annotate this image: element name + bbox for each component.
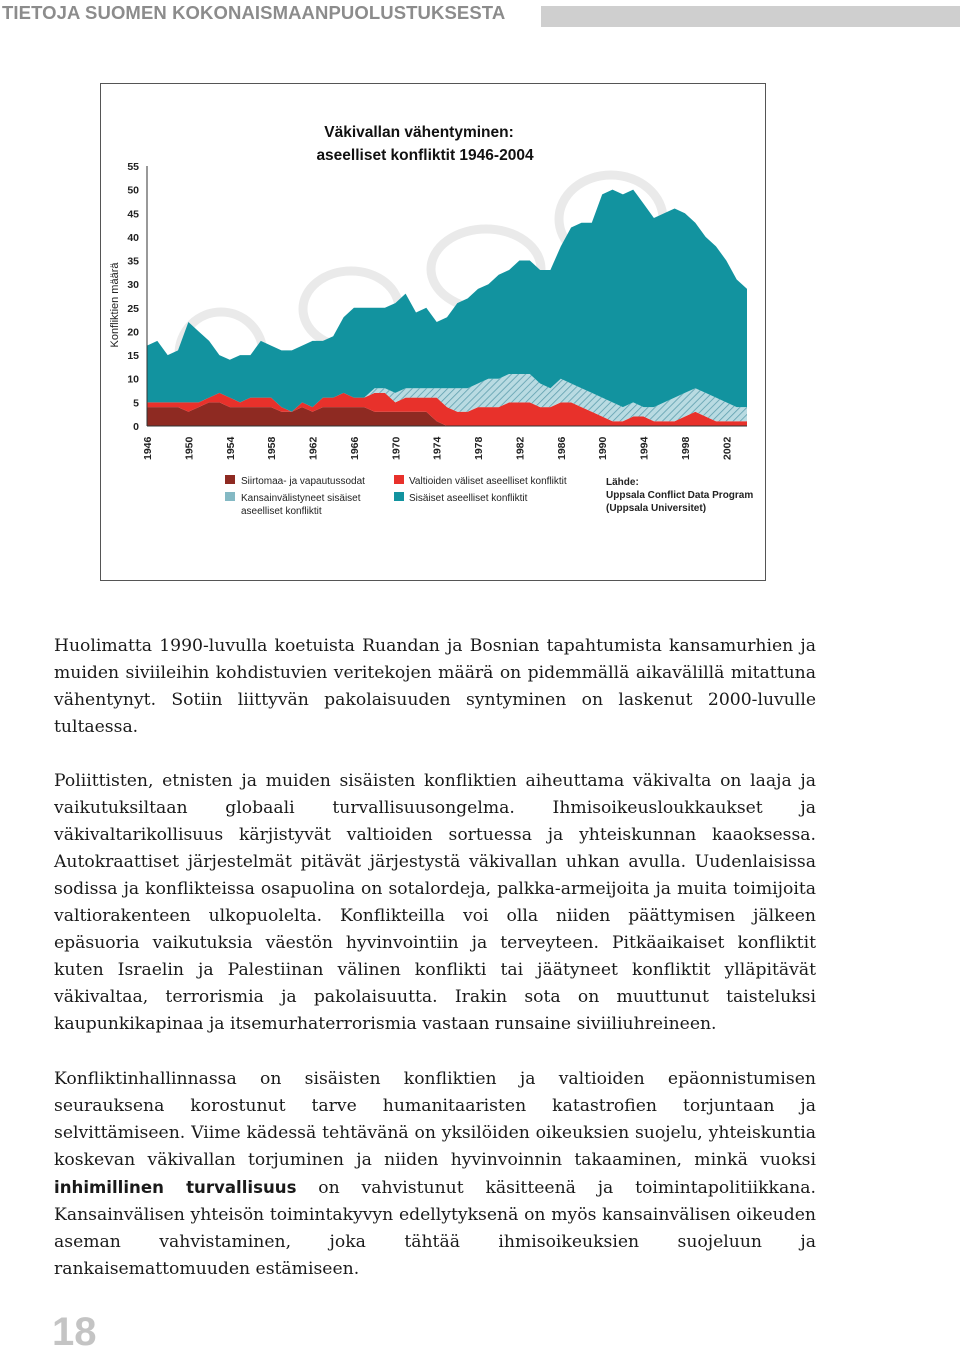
emphasis-human-security: inhimillinen turvallisuus [54,1178,297,1198]
y-tick-label: 55 [127,161,139,173]
x-tick-label: 1950 [183,436,196,460]
y-tick-label: 40 [127,231,139,244]
chart-title-line2: aseelliset konfliktit 1946-2004 [316,147,534,164]
source-label: Lähde: [606,477,639,488]
chart-frame [100,83,766,581]
y-tick-label: 25 [127,302,139,315]
paragraph-3-part-1: Konfliktinhallinnassa on sisäisten konfliktien ja valtioiden epäonnistumisen seurauksena korostunut tarve humanitaaristen katastrofien torjuntaan ja selvittämiseen. Viime kädessä tehtävänä on yksilöiden oikeuksien suojelu, yhteiskuntia koskevan väkivallan torjuminen ja niiden hyvinvoinnin takaaminen, minkä vuoksi [54,1069,816,1171]
y-tick-label: 45 [127,208,139,221]
paragraph-1: Huolimatta 1990-luvulla koetuista Ruandan ja Bosnian tapahtumista kansamurhien ja muiden siviileihin kohdistuvien veritekojen määrä on pidemmällä aikavälillä mitattuna vähentynyt. Sotiin liittyvän pakolaisuuden syntyminen on laskenut 2000-luvulle tultaessa. [54,636,816,738]
paragraph-3 [54,1066,816,1283]
chart-title-line1: Väkivallan vähentyminen: [324,124,514,141]
y-tick-label: 35 [127,255,139,268]
x-tick-label: 1970 [390,436,403,460]
running-header: TIETOJA SUOMEN KOKONAISMAANPUOLUSTUKSESTA [2,2,506,23]
x-tick-label: 1946 [142,436,154,460]
y-axis-label: Konfliktien määrä [109,262,121,348]
legend-label-interstate: Valtioiden väliset aseelliset konfliktit [409,476,567,487]
x-tick-label: 1954 [224,436,237,460]
y-tick-label: 30 [127,279,139,292]
legend-swatch-internal [394,492,404,501]
x-tick-label: 1998 [679,436,692,460]
x-tick-label: 1982 [514,436,527,460]
y-tick-label: 10 [127,373,139,386]
x-tick-label: 2002 [721,436,734,460]
x-tick-label: 1986 [555,436,568,460]
legend-swatch-interstate [394,475,404,484]
paragraph-2: Poliittisten, etnisten ja muiden sisäisten konfliktien aiheuttama väkivalta on laaja ja vaikutuksiltaan globaali turvallisuusongelma. Ihmisoikeusloukkaukset ja väkivaltarikollisuus kärjistyvät valtioiden sortuessa ja yhteiskunnan kaaoksessa. Autokraattiset järjestelmät pitävät järjestystä väkivallan uhkan avulla. Uudenlaisissa sodissa ja konflikteissa osapuolina on sotalordeja, palkka-armeijoita ja muita toimijoita valtiorakenteen ulkopuolelta. Konflikteilla voi olla niiden päättymisen jälkeen epäsuoria vaikutuksia väestön hyvinvointiin ja terveyteen. Pitkäaikaiset konfliktit kuten Israelin ja Palestiinan välinen konflikti tai jäätyneet konfliktit ylläpitävät väkivaltaa, terrorismia ja pakolaisuutta. Irakin sota on muuttunut taisteluksi kaupunkikapinaa ja itsemurhaterrorismia vastaan runsaine siviiliuhreineen. [54,771,816,1035]
page-number: 18 [52,1310,97,1354]
x-tick-label: 1962 [307,436,320,460]
x-tick-label: 1958 [266,436,279,460]
x-tick-label: 1990 [597,436,610,460]
x-tick-label: 1994 [638,436,651,460]
source-line2: (Uppsala Universitet) [606,503,707,514]
legend-swatch-colonial [225,475,235,484]
y-tick-label: 15 [127,350,139,363]
y-tick-label: 50 [127,184,139,197]
legend-swatch-internationalized [225,492,235,501]
legend-label-internationalized-1: Kansainvälistyneet sisäiset [241,493,361,504]
source-line1: Uppsala Conflict Data Program [606,490,754,501]
legend-label-internal: Sisäiset aseelliset konfliktit [409,493,528,504]
x-tick-label: 1974 [431,436,444,460]
y-tick-label: 5 [133,397,139,410]
x-tick-label: 1966 [348,436,361,460]
legend-label-colonial: Siirtomaa- ja vapautussodat [241,476,365,487]
header-bar [541,6,960,27]
legend-label-internationalized-2: aseelliset konfliktit [241,506,322,517]
paragraph-3-part-2: on vahvistunut käsitteenä ja toimintapolitiikkana. Kansainvälisen yhteisön toimintakyvyn edellytyksenä on myös kansainvälisen oikeuden aseman vahvistaminen, joka tähtää ihmisoikeuksien suojeluun ja rankaisemattomuuden estämiseen. [54,1178,817,1280]
x-tick-label: 1978 [473,436,485,460]
conflict-chart [101,84,765,580]
y-tick-label: 20 [127,326,139,339]
y-tick-label: 0 [133,421,139,433]
